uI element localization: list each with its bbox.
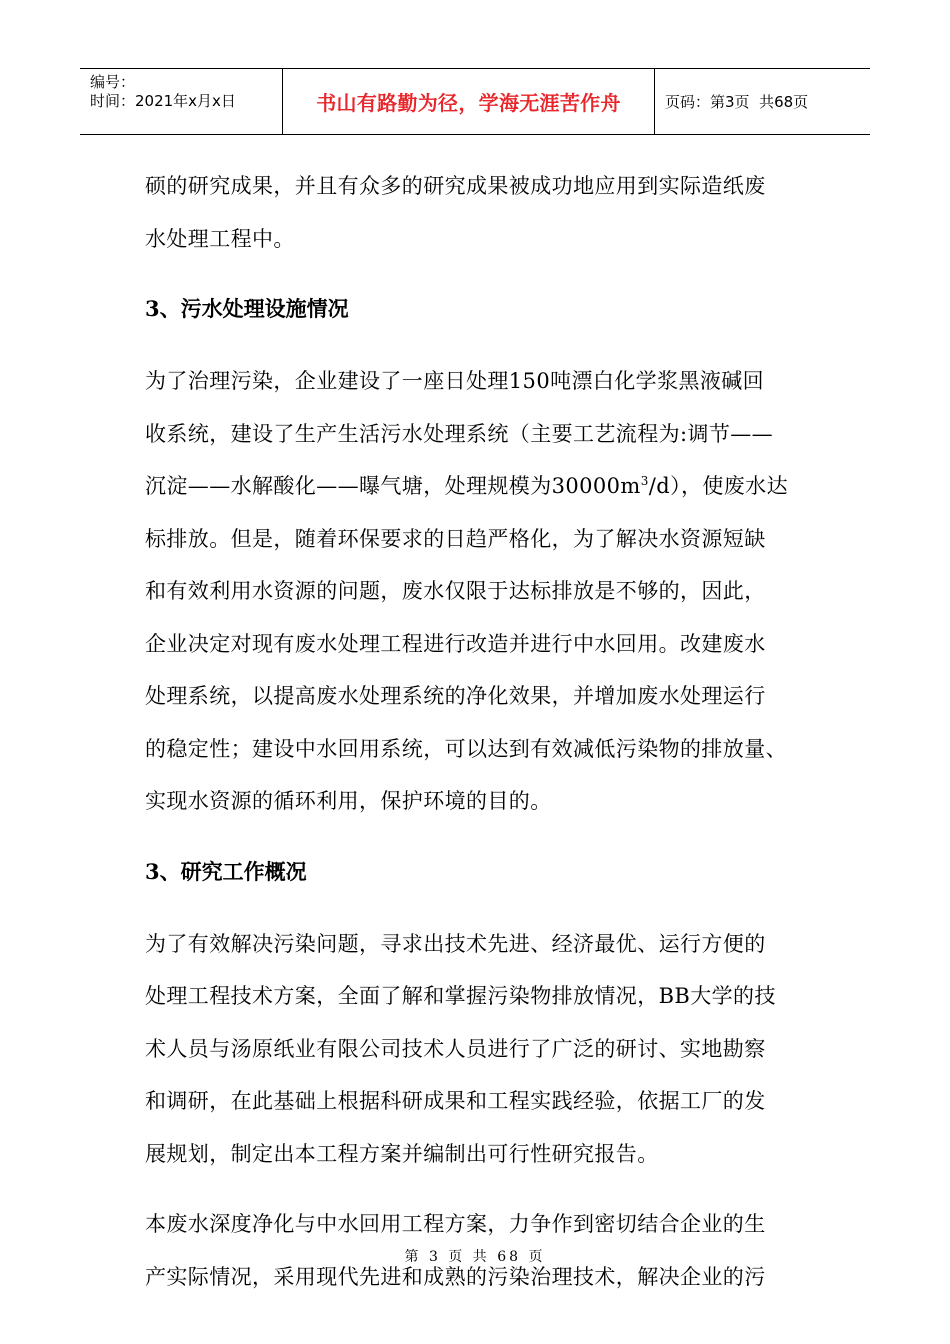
doc-date: 时间：2021年x月x日	[90, 92, 236, 110]
text-line: 企业决定对现有废水处理工程进行改造并进行中水回用。改建废水	[145, 631, 766, 656]
text-line: 为了治理污染，企业建设了一座日处理150吨漂白化学浆黑液碱回	[145, 369, 765, 393]
text-line: 和有效利用水资源的问题，废水仅限于达标排放是不够的，因此，	[145, 579, 766, 603]
text-line: 和调研，在此基础上根据科研成果和工程实践经验，依据工厂的发	[145, 1089, 766, 1113]
header-motto: 书山有路勤为径，学海无涯苦作舟	[283, 69, 655, 134]
text-segment: /d），使废水达	[648, 474, 788, 498]
text-line: 硕的研究成果，并且有众多的研究成果被成功地应用到实际造纸废	[145, 174, 766, 198]
text-segment: 沉淀——水解酸化——曝气塘，处理规模为30000m	[145, 474, 641, 498]
text-line: 处理工程技术方案，全面了解和掌握污染物排放情况，BB大学的技	[145, 984, 776, 1008]
text-line: 标排放。但是，随着环保要求的日趋严格化，为了解决水资源短缺	[145, 526, 766, 551]
paragraph-3	[145, 918, 810, 1181]
header-page-info	[655, 69, 870, 134]
text-line: 的稳定性；建设中水回用系统，可以达到有效减低污染物的排放量、	[145, 736, 787, 761]
text-line: 术人员与汤原纸业有限公司技术人员进行了广泛的研讨、实地勘察	[145, 1036, 766, 1061]
document-body	[145, 160, 810, 1321]
section-heading-facilities: 3、污水处理设施情况	[145, 296, 349, 321]
text-line-with-unit	[145, 460, 810, 513]
text-line: 展规划，制定出本工程方案并编制出可行性研究报告。	[145, 1141, 659, 1166]
paragraph-2	[145, 355, 810, 828]
superscript-3: 3	[640, 474, 649, 488]
text-line: 为了有效解决污染问题，寻求出技术先进、经济最优、运行方便的	[145, 931, 766, 956]
page-info-text: 页码：第3页 共68页	[665, 93, 809, 111]
paragraph-1	[145, 160, 810, 265]
section-heading-research: 3、研究工作概况	[145, 858, 307, 884]
text-line: 收系统，建设了生产生活污水处理系统（主要工艺流程为:调节——	[145, 421, 774, 446]
page-header	[80, 68, 870, 135]
doc-number-label: 编号：	[90, 73, 136, 91]
header-meta	[80, 69, 283, 134]
text-line: 本废水深度净化与中水回用工程方案，力争作到密切结合企业的生	[145, 1212, 766, 1236]
text-line: 水处理工程中。	[145, 226, 295, 251]
text-line: 处理系统，以提高废水处理系统的净化效果，并增加废水处理运行	[145, 684, 766, 708]
text-line: 实现水资源的循环利用，保护环境的目的。	[145, 789, 552, 813]
text-line: 产实际情况，采用现代先进和成熟的污染治理技术，解决企业的污	[145, 1264, 766, 1289]
page-footer: 第 3 页 共 68 页	[404, 1249, 546, 1265]
